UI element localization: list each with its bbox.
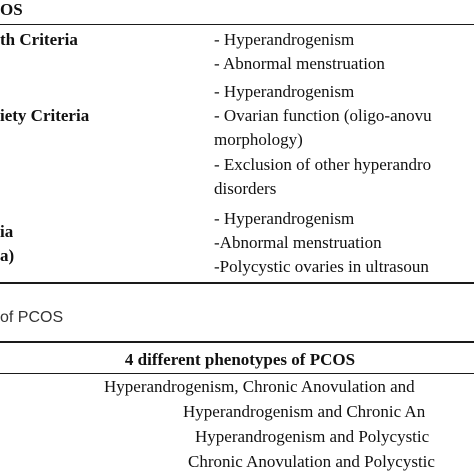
criteria-label-2: iety Criteria [0, 106, 90, 125]
criteria-item: - Hyperandrogenism [214, 82, 355, 101]
criteria-item: disorders [214, 179, 277, 198]
criteria-item: - Hyperandrogenism [214, 209, 355, 228]
criteria-item: - Hyperandrogenism [214, 30, 355, 49]
criteria-item: -Polycystic ovaries in ultrasoun [214, 257, 429, 276]
criteria-item: -Abnormal menstruation [214, 233, 382, 252]
criteria-item: - Ovarian function (oligo-anovu [214, 106, 432, 125]
phenotype-row: Hyperandrogenism and Chronic An [183, 402, 426, 421]
criteria-label-3: ia [0, 222, 14, 241]
table2-header-rule [0, 373, 474, 374]
table1-header-rule [0, 24, 474, 25]
phenotype-row: Chronic Anovulation and Polycystic [188, 452, 435, 471]
table2-caption: of PCOS [0, 309, 64, 326]
criteria-item: - Exclusion of other hyperandro [214, 155, 432, 174]
table2-top-rule [0, 341, 474, 343]
table2-header: 4 different phenotypes of PCOS [124, 350, 356, 369]
criteria-item: - Abnormal menstruation [214, 54, 385, 73]
table1-title: OS [0, 0, 23, 19]
table1-bottom-rule [0, 282, 474, 284]
criteria-item: morphology) [214, 130, 303, 149]
phenotype-row: Hyperandrogenism and Polycystic [195, 427, 430, 446]
criteria-label-1: th Criteria [0, 30, 78, 49]
phenotype-row: Hyperandrogenism, Chronic Anovulation and [104, 377, 415, 396]
criteria-label-3-line2: a) [0, 246, 15, 265]
